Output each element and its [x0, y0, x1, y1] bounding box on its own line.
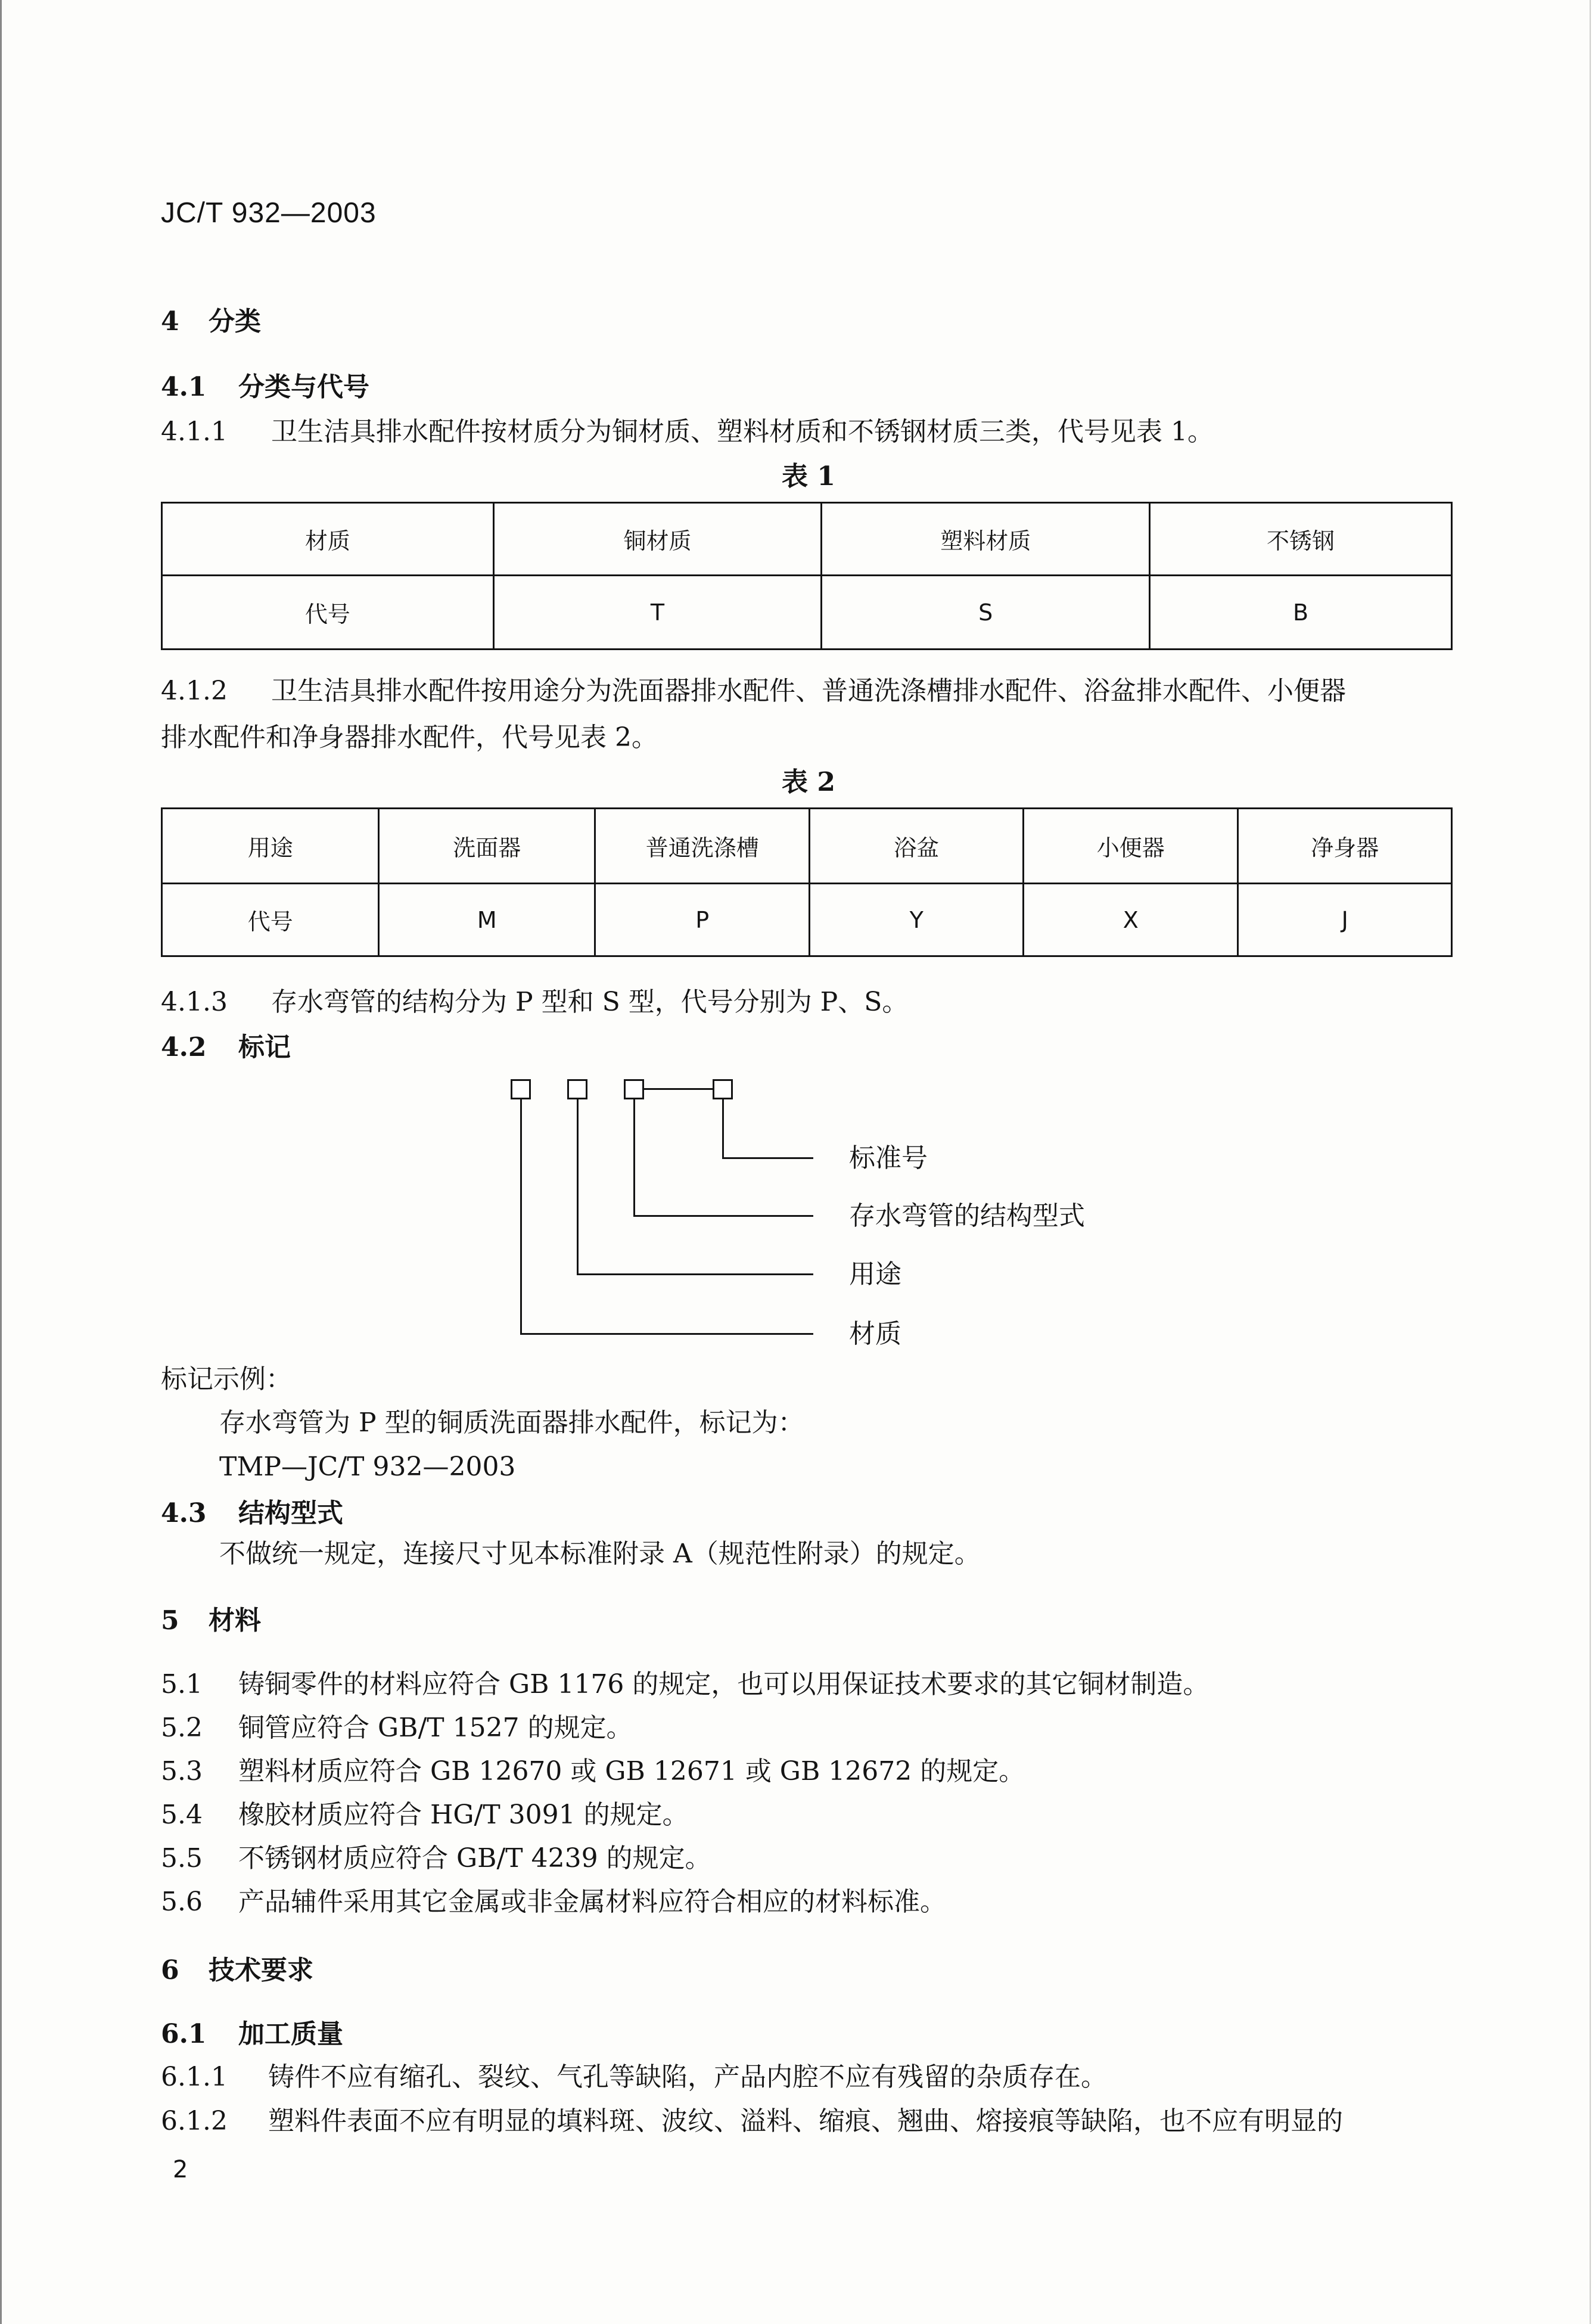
clause-5-5: 5.5 不锈钢材质应符合 GB/T 4239 的规定。: [161, 1843, 711, 1874]
marking-box-standard: [713, 1079, 733, 1099]
table-cell: 铜材质: [493, 503, 822, 576]
table-cell: X: [1023, 884, 1238, 956]
page-number: 2: [173, 2156, 188, 2183]
table-cell: 材质: [162, 503, 494, 576]
table-cell: 普通洗涤槽: [595, 809, 810, 884]
marking-label-standard: 标准号: [849, 1143, 928, 1173]
table-cell: P: [595, 884, 810, 956]
scan-edge-left: [0, 0, 2, 2324]
marking-box-trap-type: [624, 1079, 644, 1099]
leader-line: [577, 1099, 579, 1275]
marking-box-material: [511, 1079, 531, 1099]
clause-6-1-1: 6.1.1 铸件不应有缩孔、裂纹、气孔等缺陷，产品内腔不应有残留的杂质存在。: [161, 2062, 1107, 2092]
table-cell: 不锈钢: [1150, 503, 1452, 576]
marking-label-trap-type: 存水弯管的结构型式: [849, 1201, 1085, 1231]
table-cell: M: [379, 884, 595, 956]
marking-label-material: 材质: [849, 1319, 901, 1349]
leader-line: [577, 1273, 813, 1275]
marking-label-usage: 用途: [849, 1259, 901, 1290]
table-cell: 代号: [162, 884, 379, 956]
table-cell: B: [1150, 576, 1452, 650]
clause-5-2: 5.2 铜管应符合 GB/T 1527 的规定。: [161, 1713, 633, 1743]
section-4-1-heading: 4.1 分类与代号: [161, 372, 369, 402]
table-2: [161, 807, 1453, 957]
clause-4-1-3: 4.1.3 存水弯管的结构分为 P 型和 S 型，代号分别为 P、S。: [161, 987, 909, 1017]
table-cell: Y: [810, 884, 1024, 956]
table-cell: 浴盆: [810, 809, 1024, 884]
table-row: [162, 809, 1452, 884]
section-5-heading: 5 材料: [161, 1605, 261, 1636]
leader-line: [633, 1099, 635, 1217]
marking-dash: [644, 1088, 713, 1090]
section-6-1-heading: 6.1 加工质量: [161, 2019, 343, 2049]
section-4-2-heading: 4.2 标记: [161, 1032, 291, 1062]
clause-4-1-2: 4.1.2 卫生洁具排水配件按用途分为洗面器排水配件、普通洗涤槽排水配件、浴盆排水配件、小便器: [161, 676, 1346, 706]
section-4-3-heading: 4.3 结构型式: [161, 1498, 343, 1528]
table-cell: 代号: [162, 576, 494, 650]
leader-line: [520, 1099, 522, 1335]
table-cell: 小便器: [1023, 809, 1238, 884]
clause-5-6: 5.6 产品辅件采用其它金属或非金属材料应符合相应的材料标准。: [161, 1887, 946, 1917]
clause-5-4: 5.4 橡胶材质应符合 HG/T 3091 的规定。: [161, 1800, 689, 1830]
document-code-header: JC/T 932—2003: [161, 197, 377, 229]
table-cell: 塑料材质: [822, 503, 1150, 576]
leader-line: [722, 1099, 724, 1159]
leader-line: [722, 1157, 813, 1159]
scan-edge-right: [1590, 0, 1591, 2324]
marking-example-label: 标记示例：: [161, 1364, 292, 1394]
table-cell: 用途: [162, 809, 379, 884]
table-cell: T: [493, 576, 822, 650]
table-cell: S: [822, 576, 1150, 650]
table-row: [162, 503, 1452, 576]
clause-5-1: 5.1 铸铜零件的材料应符合 GB 1176 的规定，也可以用保证技术要求的其它铜材制造。: [161, 1669, 1209, 1699]
table-row: [162, 576, 1452, 650]
leader-line: [633, 1215, 813, 1217]
table-cell: 净身器: [1238, 809, 1452, 884]
marking-example-text: 存水弯管为 P 型的铜质洗面器排水配件，标记为：: [219, 1408, 804, 1438]
marking-example-code: TMP—JC/T 932—2003: [219, 1452, 516, 1482]
table-2-caption: 表 2: [782, 767, 835, 797]
clause-5-3: 5.3 塑料材质应符合 GB 12670 或 GB 12671 或 GB 12672 的规定。: [161, 1756, 1025, 1787]
clause-4-1-1: 4.1.1 卫生洁具排水配件按材质分为铜材质、塑料材质和不锈钢材质三类，代号见表 1。: [161, 417, 1214, 447]
marking-box-usage: [567, 1079, 587, 1099]
table-1: [161, 502, 1453, 650]
section-4-heading: 4 分类: [161, 306, 261, 337]
table-row: [162, 884, 1452, 956]
leader-line: [520, 1333, 813, 1335]
section-6-heading: 6 技术要求: [161, 1955, 313, 1986]
table-cell: J: [1238, 884, 1452, 956]
clause-4-1-2-continued: 排水配件和净身器排水配件，代号见表 2。: [161, 722, 658, 753]
section-4-3-text: 不做统一规定，连接尺寸见本标准附录 A（规范性附录）的规定。: [219, 1539, 981, 1569]
clause-6-1-2: 6.1.2 塑料件表面不应有明显的填料斑、波纹、溢料、缩痕、翘曲、熔接痕等缺陷，也不应有明显的: [161, 2106, 1343, 2136]
table-1-caption: 表 1: [782, 461, 835, 492]
table-cell: 洗面器: [379, 809, 595, 884]
